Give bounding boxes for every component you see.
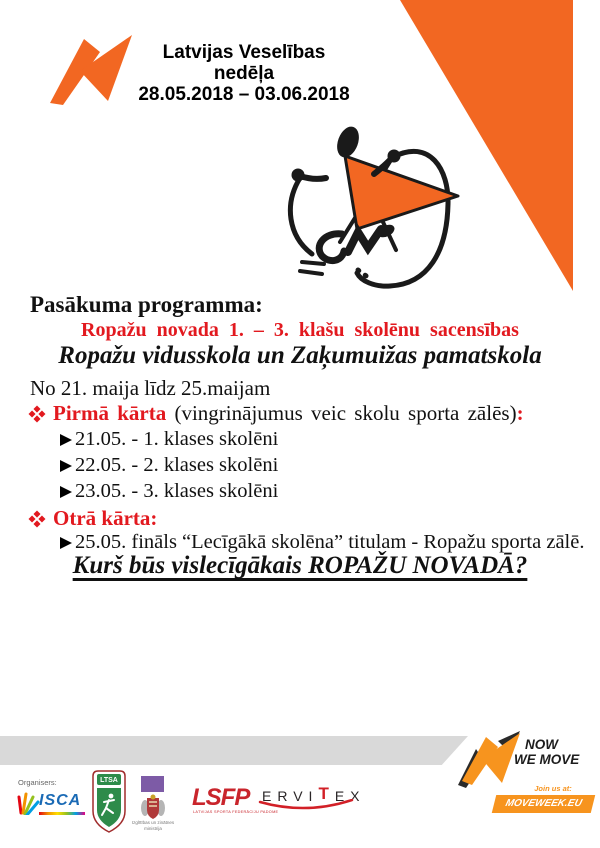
list-item [60,531,600,554]
round1-line [30,401,575,426]
round1-colon: : [516,401,524,425]
item-text: 25.05. fināls “Lecīgākā skolēna” titulam - Ropažu sporta zālē. [75,531,585,553]
ervitex-swoosh-icon [258,799,354,813]
diamond-bullet-icon [30,512,44,526]
arrow-bullet-icon [60,486,72,498]
join-us-label: Join us at: [534,784,572,793]
round2-line [30,506,575,531]
list-item [60,428,600,451]
question-line: Kurš būs vislecīgākais ROPAŽU NOVADĀ? [72,552,528,579]
ervitex-logo: ERVITEX [262,784,366,804]
lsfp-logo: LSFP [192,784,250,811]
ministry-caption: Izglītības un zinātnes ministrija [131,820,175,831]
nowwemove-footer-arrow-icon [458,731,522,789]
nowwemove-arrow-icon [50,33,132,107]
item-text: 23.05. - 3. klases skolēni [75,480,279,502]
list-item [60,480,600,503]
ltsa-badge [90,769,128,835]
footer-gray-band [0,736,468,765]
diamond-bullet-icon [30,407,44,421]
ministry-coat-of-arms-icon [139,794,167,820]
isca-color-bar [39,812,85,815]
schools-line: Ropažu vidusskola un Zaķumuižas pamatskola [58,342,542,369]
program-subtitle: Ropažu novada 1. – 3. klašu skolēnu sacensības [81,319,519,341]
ltsa-text: LTSA [100,777,118,784]
program-heading: Pasākuma programma: [30,292,263,317]
item-text: 22.05. - 2. klases skolēni [75,454,279,476]
date-range: No 21. maija līdz 25.maijam [30,376,271,400]
jumping-figure-illustration [278,112,470,294]
event-title: Latvijas Veselības nedēļa [162,42,326,84]
list-item [60,454,600,477]
item-text: 21.05. - 1. klases skolēni [75,428,279,450]
isca-logo: ISCA [39,792,82,809]
organisers-label: Organisers: [18,778,57,787]
arrow-bullet-icon [60,460,72,472]
moveweek-banner: MOVEWEEK.EU [492,795,595,813]
round1-rest: (vingrinājumus veic skolu sporta zālēs) [166,401,517,425]
isca-burst-icon [16,789,40,815]
event-dates: 28.05.2018 – 03.06.2018 [138,84,350,105]
arrow-bullet-icon [60,434,72,446]
header-text [130,42,358,105]
round1-label: Pirmā kārta [53,401,167,425]
lsfp-subtext: LATVIJAS SPORTA FEDERĀCIJU PADOME [193,810,279,814]
nowwemove-wordmark: NOW WE MOVE [514,737,580,767]
arrow-bullet-icon [60,537,72,549]
ervitex-red-t: T [318,784,335,803]
ministry-purple-flag [141,776,164,792]
round2-label: Otrā kārta: [53,506,158,530]
